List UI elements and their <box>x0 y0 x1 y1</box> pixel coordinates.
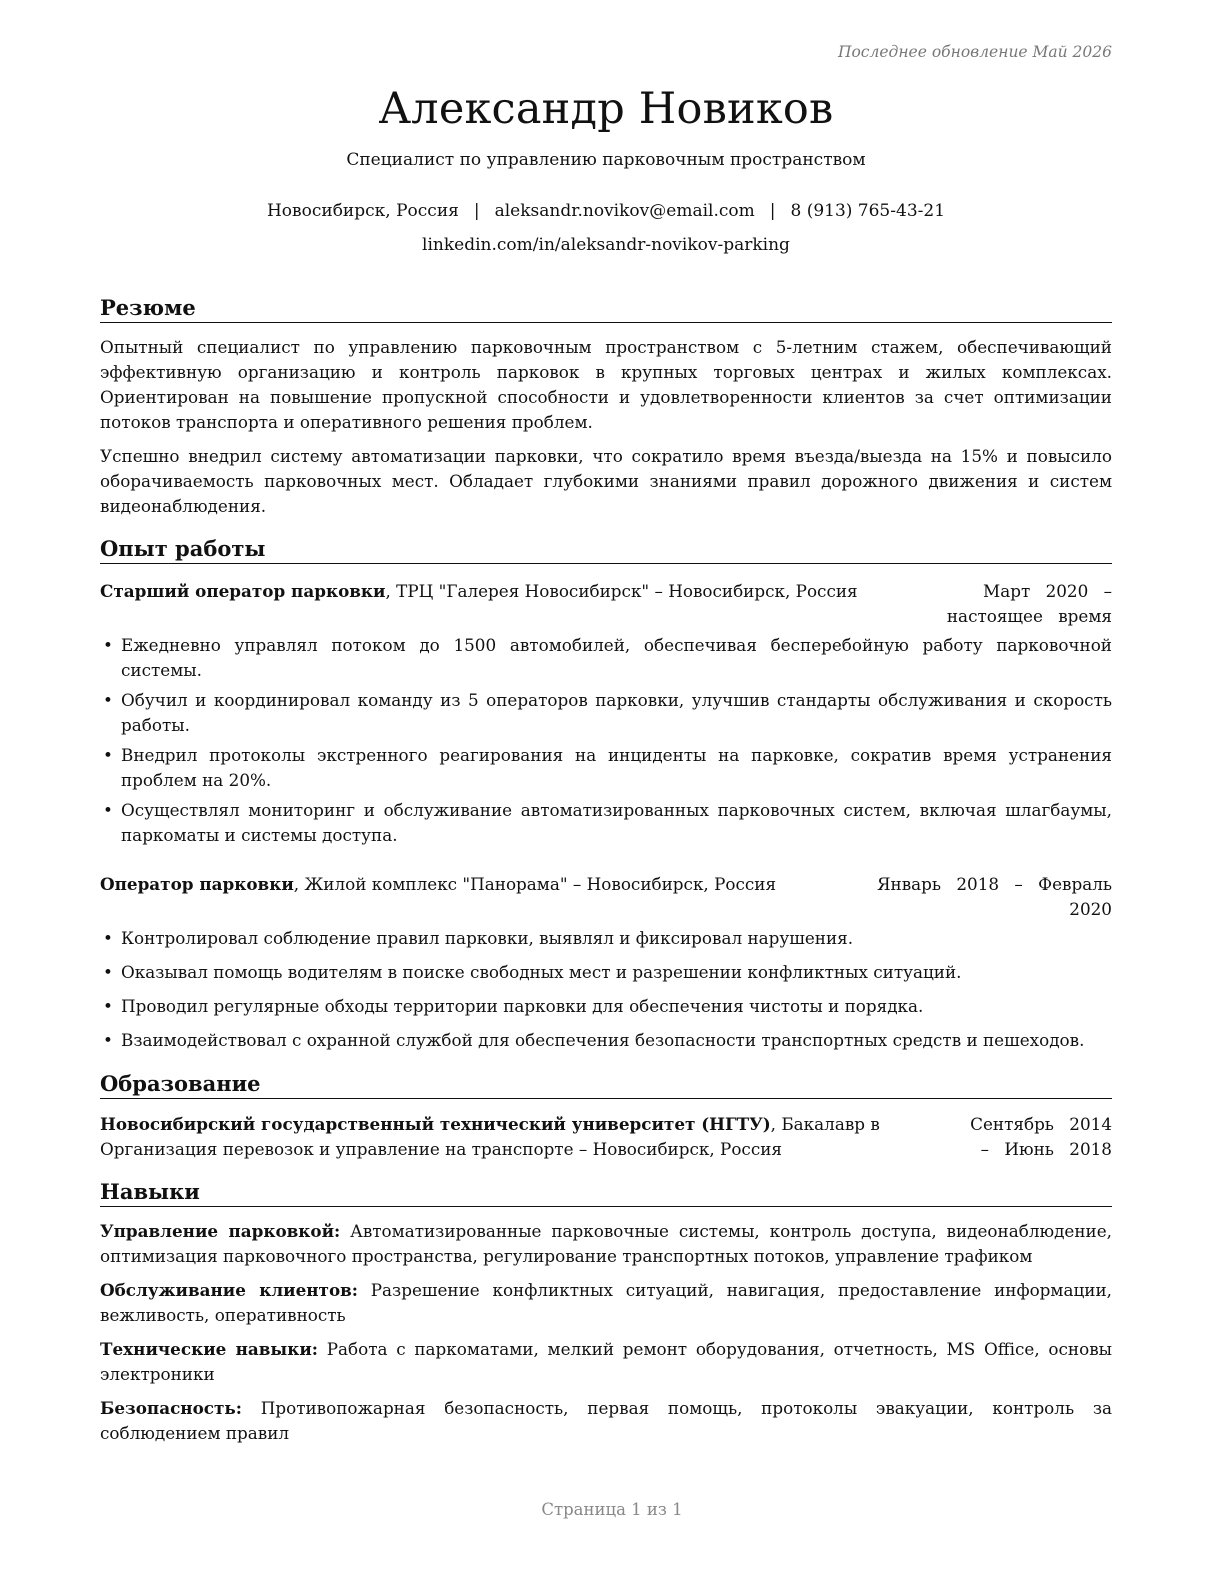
skill-label: Технические навыки: <box>100 1339 318 1359</box>
phone: 8 (913) 765-43-21 <box>790 201 946 221</box>
last-updated: Последнее обновление Май 2026 <box>837 43 1112 61</box>
contact-line <box>100 199 1112 223</box>
job-entry <box>100 579 1112 848</box>
job-tagline: Специалист по управлению парковочным пространством <box>346 150 866 170</box>
summary-paragraph: Опытный специалист по управлению парковочным пространством с 5-летним стажем, обеспечивающий эффективную организацию и контроль парковок в крупных торговых центрах и жилых комплексах. Ориентирован на повышение пропускной способности и удовлетворенности клиентов за счет оптимизации потоков транспорта и оперативного решения проблем. <box>100 337 1112 432</box>
skill-group <box>100 1337 1112 1387</box>
field-of-study: Организация перевозок и управление на транспорте – Новосибирск, Россия <box>100 1139 783 1159</box>
skill-group <box>100 1278 1112 1328</box>
education-dates: Сентябрь 2014 – Июнь 2018 <box>970 1114 1112 1159</box>
section-title-skills: Навыки <box>100 1179 1112 1207</box>
list-item: • Взаимодействовал с охранной службой для обеспечения безопасности транспортных средств и пешеходов. <box>103 1030 1085 1050</box>
job-header <box>100 872 1112 922</box>
skill-group <box>100 1396 1112 1446</box>
school-name: Новосибирский государственный технический университет (НГТУ) <box>100 1114 771 1134</box>
resume-page <box>100 40 1112 1446</box>
list-item: • Ежедневно управлял потоком до 1500 автомобилей, обеспечивая бесперебойную работу парковочной системы. <box>103 635 1112 680</box>
job-title-line <box>100 579 860 629</box>
section-title-summary: Резюме <box>100 295 1112 323</box>
job-title-line <box>100 872 860 922</box>
job-header <box>100 579 1112 629</box>
education-entry <box>100 1112 1112 1162</box>
separator: | <box>769 201 776 221</box>
section-title-education: Образование <box>100 1071 1112 1099</box>
job-position: Оператор парковки <box>100 874 294 894</box>
job-dates: Март 2020 – настоящее время <box>946 581 1112 626</box>
candidate-name: Александр Новиков <box>378 84 834 134</box>
job-position: Старший оператор парковки <box>100 581 386 601</box>
list-item: • Обучил и координировал команду из 5 операторов парковки, улучшив стандарты обслуживания и скорость работы. <box>103 690 1112 735</box>
location: Новосибирск, Россия <box>266 201 459 221</box>
education-details <box>100 1112 962 1162</box>
skill-label: Обслуживание клиентов: <box>100 1280 358 1300</box>
list-item: • Проводил регулярные обходы территории парковки для обеспечения чистоты и порядка. <box>103 996 924 1016</box>
linkedin-link[interactable]: linkedin.com/in/aleksandr-novikov-parking <box>422 235 790 255</box>
list-item: • Оказывал помощь водителям в поиске свободных мест и разрешении конфликтных ситуаций. <box>103 962 962 982</box>
skill-group <box>100 1219 1112 1269</box>
list-item: • Внедрил протоколы экстренного реагирования на инциденты на парковке, сократив время устранения проблем на 20%. <box>103 745 1112 790</box>
skill-text: Разрешение конфликтных ситуаций, навигация, предоставление информации, вежливость, оперативность <box>100 1280 1112 1325</box>
skill-text: Автоматизированные парковочные системы, контроль доступа, видеонаблюдение, оптимизация парковочного пространства, регулирование транспортных потоков, управление трафиком <box>100 1221 1112 1266</box>
summary-paragraph: Успешно внедрил систему автоматизации парковки, что сократило время въезда/выезда на 15% и повысило оборачиваемость парковочных мест. Обладает глубокими знаниями правил дорожного движения и систем видеонаблюдения. <box>100 446 1112 516</box>
job-employer: , Жилой комплекс "Панорама" – Новосибирск, Россия <box>293 874 777 894</box>
section-title-experience: Опыт работы <box>100 536 1112 564</box>
job-bullets <box>100 633 1112 848</box>
list-item: • Осуществлял мониторинг и обслуживание автоматизированных парковочных систем, включая шлагбаумы, паркоматы и системы доступа. <box>103 800 1112 845</box>
page-number: Страница 1 из 1 <box>541 1500 683 1519</box>
job-employer: , ТРЦ "Галерея Новосибирск" – Новосибирск, Россия <box>385 581 858 601</box>
list-item: • Контролировал соблюдение правил парковки, выявлял и фиксировал нарушения. <box>103 928 854 948</box>
job-bullets <box>100 926 1112 1053</box>
skill-label: Безопасность: <box>100 1398 242 1418</box>
job-entry <box>100 872 1112 1053</box>
job-dates: Январь 2018 – Февраль 2020 <box>876 874 1112 919</box>
degree: , Бакалавр в <box>770 1114 880 1134</box>
skill-text: Противопожарная безопасность, первая помощь, протоколы эвакуации, контроль за соблюдением правил <box>100 1398 1112 1443</box>
skill-text: Работа с паркоматами, мелкий ремонт оборудования, отчетность, MS Office, основы электроники <box>100 1339 1113 1384</box>
email-link[interactable]: aleksandr.novikov@email.com <box>494 201 755 221</box>
separator: | <box>473 201 480 221</box>
skill-label: Управление парковкой: <box>100 1221 341 1241</box>
